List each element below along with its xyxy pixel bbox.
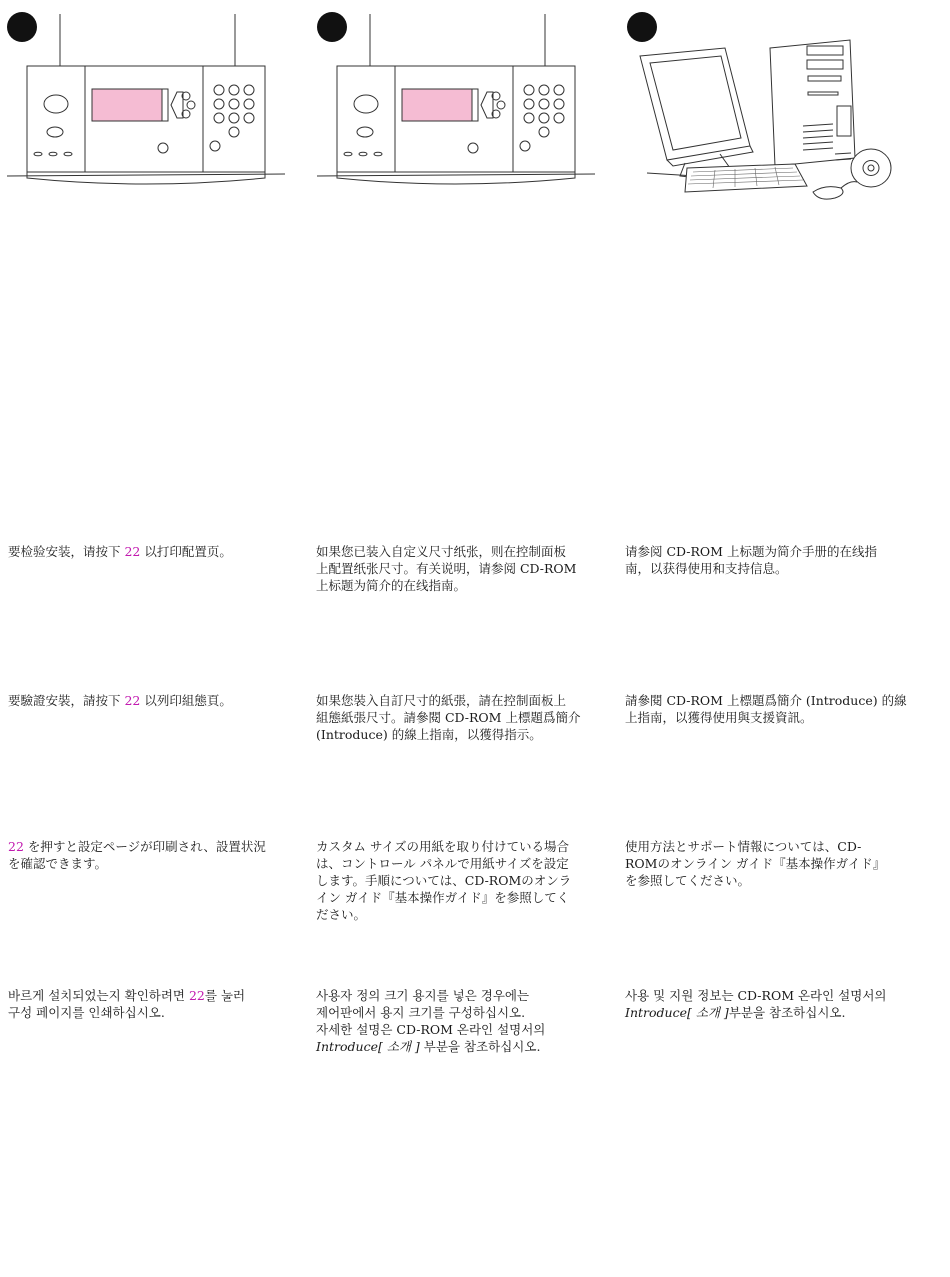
zh-tw-step2-text: 如果您裝入自訂尺寸的紙張，請在控制面板上 組態紙張尺寸。請參閱 CD-ROM 上標題爲簡介 (Introduce) 的線上指南，以獲得指示。 <box>316 693 581 742</box>
ko-step3-text: 사용 및 지원 정보는 CD-ROM 온라인 설명서의 Introduce[ 소개 ]부분을 참조하십시오. <box>625 988 887 1020</box>
guide-title: Introduce[ 소개 ] <box>316 1039 420 1054</box>
computer-with-cd-illustration <box>625 8 910 208</box>
key-22: 22 <box>124 544 141 559</box>
printer-control-panel-illustration-1 <box>5 8 290 188</box>
ja-step2-text: カスタム サイズの用紙を取り付けている場合 は、コントロール パネルで用紙サイズを設定 します。手順については、CD-ROMのオンラ イン ガイド『基本操作ガイド』を参照してく ださい。 <box>316 839 572 922</box>
key-22: 22 <box>124 693 141 708</box>
zh-cn-step3-text: 请参阅 CD-ROM 上标题为简介手册的在线指 南，以获得使用和支持信息。 <box>625 544 877 576</box>
key-22: 22 <box>188 988 205 1003</box>
cd-icon <box>851 149 891 187</box>
display-screen <box>402 89 472 121</box>
ko-step2-text: 사용자 정의 크기 용지를 넣은 경우에는 제어판에서 용지 크기를 구성하십시오. 자세한 설명은 CD-ROM 온라인 설명서의 Introduce[ 소개 ] 부분을 참조하십시오. <box>316 988 546 1054</box>
ja-step1-text: 22 を押すと設定ページが印刷され、設置状況 を確認できます。 <box>8 839 266 871</box>
step-marker-icon <box>317 12 347 42</box>
display-screen <box>92 89 162 121</box>
step-marker-icon <box>627 12 657 42</box>
zh-tw-step3-text: 請參閱 CD-ROM 上標題爲簡介 (Introduce) 的線 上指南，以獲得使用與支援資訊。 <box>625 693 907 725</box>
ko-step1-text: 바르게 설치되었는지 확인하려면 22를 눌러 구성 페이지를 인쇄하십시오. <box>8 988 246 1020</box>
zh-cn-step1-text: 要检验安装，请按下 22 以打印配置页。 <box>8 544 232 559</box>
key-22: 22 <box>8 839 24 854</box>
ja-step3-text: 使用方法とサポート情報については、CD- ROMのオンライン ガイド『基本操作ガイド』 を参照してください。 <box>625 839 886 888</box>
printer-control-panel-illustration-2 <box>315 8 600 188</box>
zh-cn-step2-text: 如果您已装入自定义尺寸纸张，则在控制面板 上配置纸张尺寸。有关说明，请参阅 CD-ROM 上标题为简介的在线指南。 <box>316 544 577 593</box>
guide-title: Introduce[ 소개 ] <box>625 1005 729 1020</box>
zh-tw-step1-text: 要驗證安裝，請按下 22 以列印組態頁。 <box>8 693 232 708</box>
step-marker-icon <box>7 12 37 42</box>
